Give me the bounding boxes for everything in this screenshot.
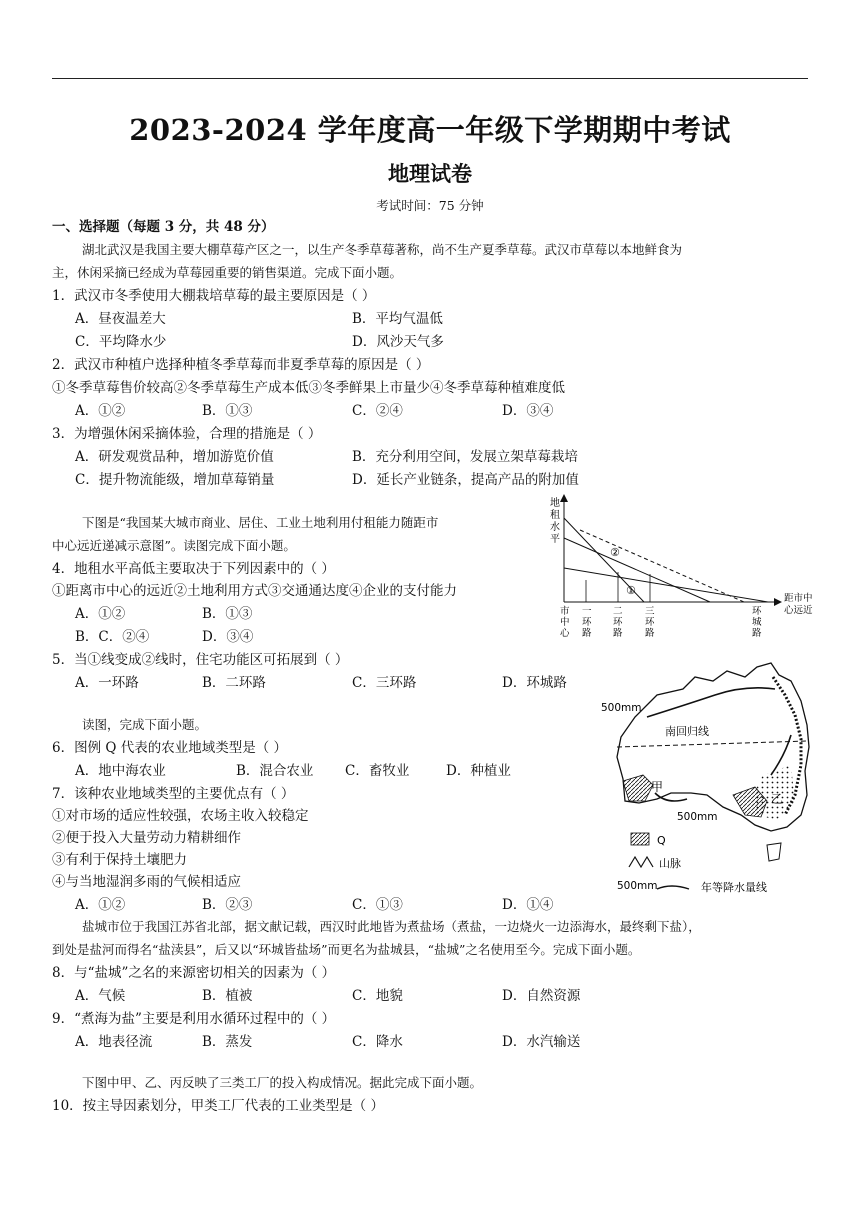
q8-stem: 8．与“盐城”之名的来源密切相关的因素为（ ） xyxy=(52,965,336,981)
tick-ring1-3: 路 xyxy=(582,628,592,639)
tick-outer-2: 城 xyxy=(752,617,762,628)
q9-option-c: C．降水 xyxy=(352,1034,403,1050)
q7-item1: ①对市场的适应性较强，农场主收入较稳定 xyxy=(52,808,309,824)
tick-center-3: 心 xyxy=(560,628,570,639)
q1-stem: 1．武汉市冬季使用大棚栽培草莓的最主要原因是（ ） xyxy=(52,288,376,304)
q3-option-b: B．充分利用空间，发展立架草莓栽培 xyxy=(352,449,578,465)
tick-ring1-2: 环 xyxy=(582,617,592,628)
q4-stem: 4．地租水平高低主要取决于下列因素中的（ ） xyxy=(52,561,335,577)
q7-option-c: C．①③ xyxy=(352,897,403,913)
australia-map xyxy=(595,655,820,905)
intro-a-line1: 湖北武汉是我国主要大棚草莓产区之一，以生产冬季草莓著称，尚不生产夏季草莓。武汉市草莓以本地鲜食为 xyxy=(82,242,683,257)
q5-stem: 5．当①线变成②线时，住宅功能区可拓展到（ ） xyxy=(52,652,349,668)
legend-q-swatch xyxy=(631,833,649,845)
q7-item3: ③有利于保持土壤肥力 xyxy=(52,852,187,868)
y-label-3: 水 xyxy=(550,522,560,533)
y-label-1: 地 xyxy=(550,498,560,509)
tick-ring3-1: 三 xyxy=(645,606,655,617)
q6-option-b: B．混合农业 xyxy=(236,763,314,779)
q8-option-d: D．自然资源 xyxy=(502,988,581,1004)
q4-option-c: B．C．②④ xyxy=(75,629,150,645)
region-q-west xyxy=(623,775,653,801)
tick-labels xyxy=(560,605,762,639)
isohyet-south xyxy=(655,793,687,801)
tick-ring2-3: 路 xyxy=(613,628,623,639)
q1-option-c: C．平均降水少 xyxy=(75,334,167,350)
q8-option-b: B．植被 xyxy=(202,988,253,1004)
legend-mountain-icon xyxy=(629,857,653,867)
x-label-2: 心远近 xyxy=(784,605,813,616)
tick-center-1: 市 xyxy=(560,606,570,617)
industry-line xyxy=(564,568,768,602)
tropic-label: 南回归线 xyxy=(665,725,709,738)
exam-time: 考试时间：75 分钟 xyxy=(376,198,484,213)
q4-option-a: A．①② xyxy=(75,606,126,622)
legend-isohyet-line xyxy=(657,886,689,889)
page-title: 2023-2024 学年度高一年级下学期期中考试 xyxy=(129,113,731,147)
q7-item2: ②便于投入大量劳动力精耕细作 xyxy=(52,830,241,846)
q9-stem: 9．“煮海为盐”主要是利用水循环过程中的（ ） xyxy=(52,1011,336,1027)
intro-a-line2: 主，休闲采摘已经成为草莓园重要的销售渠道。完成下面小题。 xyxy=(52,265,403,280)
legend-q-label: Q xyxy=(657,834,666,847)
q10-stem: 10．按主导因素划分，甲类工厂代表的工业类型是（ ） xyxy=(52,1098,384,1114)
isohyet-label-bottom: 500mm xyxy=(677,811,718,823)
tick-ring2-2: 环 xyxy=(613,617,623,628)
q4-items: ①距离市中心的远近②土地利用方式③交通通达度④企业的支付能力 xyxy=(52,583,457,599)
q6-option-a: A．地中海农业 xyxy=(75,763,166,779)
top-rule xyxy=(52,78,808,79)
isohyet-label-top: 500mm xyxy=(601,702,642,714)
q4-option-d: D．③④ xyxy=(202,629,254,645)
label-jia: 甲 xyxy=(651,780,664,794)
q2-stem: 2．武汉市种植户选择种植冬季草莓而非夏季草莓的原因是（ ） xyxy=(52,357,430,373)
tick-outer-1: 环 xyxy=(752,606,762,617)
intro-b-line2: 中心远近递减示意图”。读图完成下面小题。 xyxy=(52,538,296,553)
x-label-1: 距市中 xyxy=(784,593,813,604)
q5-option-d: D．环城路 xyxy=(502,675,567,691)
q8-option-c: C．地貌 xyxy=(352,988,403,1004)
q7-option-d: D．①④ xyxy=(502,897,554,913)
q5-option-a: A．一环路 xyxy=(75,675,139,691)
mark-1: ① xyxy=(626,584,636,597)
q3-option-d: D．延长产业链条，提高产品的附加值 xyxy=(352,472,579,488)
tick-ring3-2: 环 xyxy=(645,617,655,628)
q3-option-a: A．研发观赏品种，增加游览价值 xyxy=(75,449,274,465)
q3-option-c: C．提升物流能级，增加草莓销量 xyxy=(75,472,275,488)
q1-option-d: D．风沙天气多 xyxy=(352,334,444,350)
q7-option-a: A．①② xyxy=(75,897,126,913)
page-subtitle: 地理试卷 xyxy=(388,162,472,186)
q6-option-c: C．畜牧业 xyxy=(345,763,410,779)
tick-ring2-1: 二 xyxy=(613,606,623,617)
tasmania xyxy=(767,843,781,861)
y-label-2: 租 xyxy=(550,510,560,521)
tick-ring3-3: 路 xyxy=(645,628,655,639)
q6-stem: 6．图例 Q 代表的农业地域类型是（ ） xyxy=(52,740,288,756)
q4-option-b: B．①③ xyxy=(202,606,253,622)
residence-shift-line xyxy=(580,530,744,602)
q7-option-b: B．②③ xyxy=(202,897,253,913)
legend-isohyet-label: 年等降水量线 xyxy=(701,881,767,894)
legend-mountain-label: 山脉 xyxy=(659,857,681,870)
intro-e: 下图中甲、乙、丙反映了三类工厂的投入构成情况。据此完成下面小题。 xyxy=(82,1075,483,1090)
rent-chart xyxy=(540,490,820,650)
q1-option-b: B．平均气温低 xyxy=(352,311,443,327)
y-label-4: 平 xyxy=(550,534,560,545)
q2-items: ①冬季草莓售价较高②冬季草莓生产成本低③冬季鲜果上市量少④冬季草莓种植难度低 xyxy=(52,380,565,396)
intro-b-line1: 下图是“我国某大城市商业、居住、工业土地利用付租能力随距市 xyxy=(82,515,439,530)
q2-option-a: A．①② xyxy=(75,403,126,419)
q9-option-a: A．地表径流 xyxy=(75,1034,153,1050)
tick-center-2: 中 xyxy=(560,617,570,628)
q3-stem: 3．为增强休闲采摘体验，合理的措施是（ ） xyxy=(52,426,322,442)
label-yi: 乙 xyxy=(771,792,784,806)
mark-2: ② xyxy=(610,546,620,559)
intro-d-line2: 到处是盐河而得名“盐渎县”，后又以“环城皆盐场”而更名为盐城县，“盐城”之名使用至今。完成下面小题。 xyxy=(52,942,641,957)
intro-c: 读图，完成下面小题。 xyxy=(82,717,208,732)
q7-stem: 7．该种农业地域类型的主要优点有（ ） xyxy=(52,786,295,802)
tick-outer-3: 路 xyxy=(752,628,762,639)
q2-option-b: B．①③ xyxy=(202,403,253,419)
intro-d-line1: 盐城市位于我国江苏省北部，据文献记载，西汉时此地皆为煮盐场（煮盐，一边烧火一边添海水，最终剩下盐）， xyxy=(82,919,701,934)
q7-item4: ④与当地湿润多雨的气候相适应 xyxy=(52,874,241,890)
q1-option-a: A．昼夜温差大 xyxy=(75,311,166,327)
section-heading: 一、选择题（每题 3 分，共 48 分） xyxy=(52,219,275,235)
q2-option-d: D．③④ xyxy=(502,403,554,419)
q5-option-c: C．三环路 xyxy=(352,675,417,691)
tropic-line xyxy=(617,741,807,747)
legend-isohyet-value: 500mm xyxy=(617,880,658,892)
q2-option-c: C．②④ xyxy=(352,403,403,419)
q6-option-d: D．种植业 xyxy=(446,763,511,779)
q9-option-b: B．蒸发 xyxy=(202,1034,253,1050)
q8-option-a: A．气候 xyxy=(75,988,126,1004)
q5-option-b: B．二环路 xyxy=(202,675,266,691)
tick-ring1-1: 一 xyxy=(582,606,592,617)
q9-option-d: D．水汽输送 xyxy=(502,1034,581,1050)
